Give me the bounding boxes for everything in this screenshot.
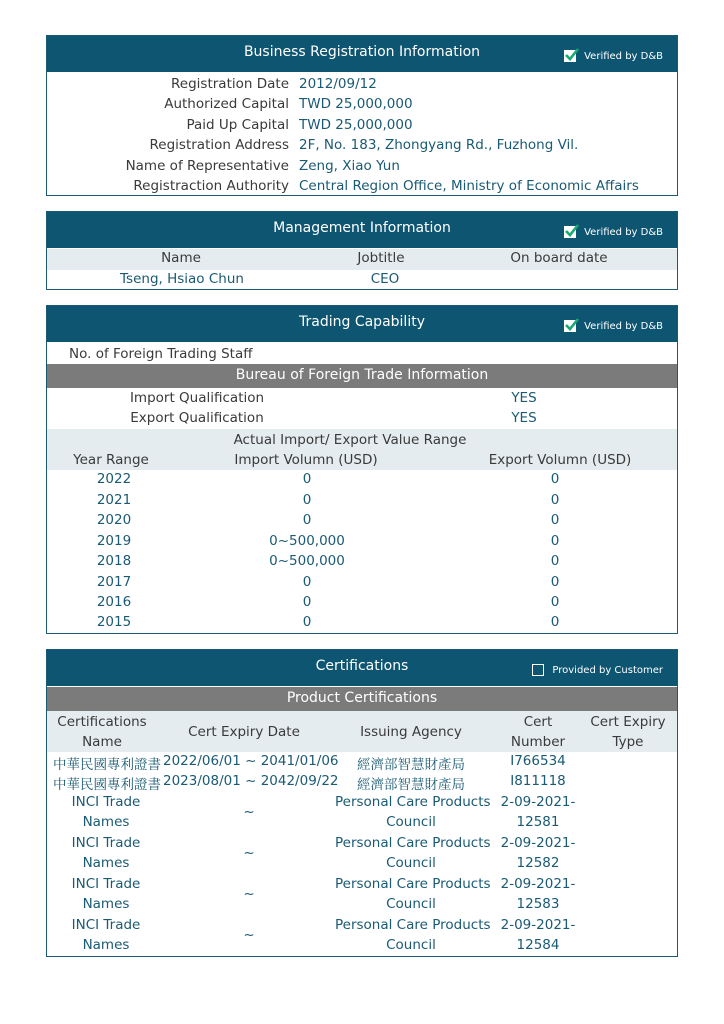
issuing-agency-cell: Personal Care Products: [335, 835, 491, 851]
representative-label: Name of Representative: [125, 158, 289, 174]
export-volume-cell: 0: [550, 574, 560, 590]
import-qualification-label: Import Qualification: [129, 390, 265, 406]
section-title: Business Registration Information: [243, 44, 481, 60]
export-volume-cell: 0: [550, 512, 560, 528]
trading-capability-header: [47, 306, 677, 342]
cert-number-cell: I766534: [510, 753, 566, 769]
registration-address-value: 2F, No. 183, Zhongyang Rd., Fuzhong Vil.: [299, 137, 579, 153]
business-registration-section: [46, 35, 678, 196]
table-header-row: [47, 249, 677, 270]
representative-value: Zeng, Xiao Yun: [299, 158, 400, 174]
badge-label: Provided by Customer: [552, 664, 663, 676]
cert-expiry-cell: ~: [243, 845, 255, 861]
authorized-capital-value: TWD 25,000,000: [299, 96, 413, 112]
column-header-year-range: Year Range: [73, 452, 149, 468]
export-volume-cell: 0: [550, 614, 560, 630]
cert-name-cell-line2: Names: [82, 855, 130, 871]
import-volume-cell: 0: [302, 471, 312, 487]
year-cell: 2019: [96, 533, 132, 549]
export-qualification-value: YES: [511, 410, 537, 426]
issuing-agency-cell: Personal Care Products: [335, 794, 491, 810]
manager-jobtitle: CEO: [370, 271, 400, 287]
issuing-agency-cell-line2: Council: [386, 855, 436, 871]
cert-number-cell: I811118: [510, 773, 566, 789]
cert-name-cell: INCI Trade: [71, 835, 141, 851]
cert-expiry-cell: ~: [243, 927, 255, 943]
verified-badge: [564, 319, 663, 333]
year-cell: 2015: [96, 614, 132, 630]
cert-expiry-cell: ~: [243, 886, 255, 902]
issuing-agency-cell-line2: Council: [386, 937, 436, 953]
checkbox-checked-icon: [564, 226, 576, 238]
import-volume-cell: 0: [302, 574, 312, 590]
column-header-onboard-date: On board date: [510, 250, 608, 266]
column-header-jobtitle: Jobtitle: [357, 250, 405, 266]
export-volume-cell: 0: [550, 492, 560, 508]
registration-authority-value: Central Region Office, Ministry of Economic Affairs: [299, 178, 639, 194]
export-qualification-label: Export Qualification: [130, 410, 264, 426]
cert-number-cell: 2-09-2021-: [500, 835, 576, 851]
verified-badge: [564, 49, 663, 63]
export-volume-cell: 0: [550, 471, 560, 487]
registration-date-label: Registration Date: [171, 76, 289, 92]
year-cell: 2018: [96, 553, 132, 569]
provided-by-customer-badge: [532, 663, 663, 677]
cert-name-cell: INCI Trade: [71, 917, 141, 933]
cert-number-cell: 2-09-2021-: [500, 917, 576, 933]
export-volume-cell: 0: [550, 594, 560, 610]
import-volume-cell: 0: [302, 614, 312, 630]
cert-expiry-cell: ~: [243, 804, 255, 820]
cert-expiry-cell: 2022/06/01 ~ 2041/01/06: [163, 753, 339, 769]
export-volume-cell: 0: [550, 553, 560, 569]
manager-name: Tseng, Hsiao Chun: [120, 271, 244, 287]
certifications-header: [47, 650, 677, 686]
checkbox-checked-icon: [564, 50, 576, 62]
product-certifications-header: [47, 687, 677, 711]
year-cell: 2022: [96, 471, 132, 487]
issuing-agency-cell: Personal Care Products: [335, 917, 491, 933]
volume-table-header: [47, 429, 677, 470]
import-volume-cell: 0~500,000: [269, 553, 345, 569]
certifications-section: [46, 649, 678, 957]
cert-number-cell-line2: 12583: [516, 896, 560, 912]
badge-label: Verified by D&B: [584, 50, 663, 62]
column-header-issuing-agency: Issuing Agency: [360, 724, 462, 740]
cert-name-cell-line2: Names: [82, 896, 130, 912]
year-cell: 2021: [96, 492, 132, 508]
management-header: [47, 212, 677, 248]
section-title: Trading Capability: [299, 314, 425, 330]
issuing-agency-cell: 經濟部智慧財產局: [357, 757, 465, 773]
cert-name-cell-line2: Names: [82, 814, 130, 830]
cert-number-cell: 2-09-2021-: [500, 794, 576, 810]
column-header-cert-expiry-date: Cert Expiry Date: [188, 724, 300, 740]
column-header-import-volume: Import Volumn (USD): [234, 452, 378, 468]
column-header-cert-name: Certifications: [57, 714, 147, 730]
paid-up-capital-label: Paid Up Capital: [186, 117, 289, 133]
year-cell: 2020: [96, 512, 132, 528]
cert-table-header: [47, 711, 677, 752]
cert-name-cell-line2: Names: [82, 937, 130, 953]
foreign-trading-staff-label: No. of Foreign Trading Staff: [69, 346, 253, 362]
bureau-header: [47, 364, 677, 388]
badge-label: Verified by D&B: [584, 226, 663, 238]
business-registration-header: [47, 36, 677, 72]
cert-name-cell: 中華民國專利證書: [53, 777, 161, 793]
column-header-cert-expiry-type: Cert Expiry: [590, 714, 666, 730]
management-section: [46, 211, 678, 290]
issuing-agency-cell: 經濟部智慧財產局: [357, 777, 465, 793]
bureau-title: Bureau of Foreign Trade Information: [235, 367, 489, 383]
authorized-capital-label: Authorized Capital: [164, 96, 289, 112]
registration-authority-label: Registraction Authority: [133, 178, 289, 194]
product-certifications-title: Product Certifications: [286, 690, 438, 706]
column-header-export-volume: Export Volumn (USD): [488, 452, 632, 468]
export-volume-cell: 0: [550, 533, 560, 549]
import-qualification-value: YES: [511, 390, 537, 406]
paid-up-capital-value: TWD 25,000,000: [299, 117, 413, 133]
section-title: Management Information: [273, 220, 451, 236]
cert-number-cell-line2: 12584: [516, 937, 560, 953]
issuing-agency-cell: Personal Care Products: [335, 876, 491, 892]
column-header-cert-expiry-type-line2: Type: [612, 734, 644, 750]
section-title: Certifications: [315, 658, 409, 674]
import-volume-cell: 0~500,000: [269, 533, 345, 549]
column-header-cert-number-line2: Number: [510, 734, 566, 750]
issuing-agency-cell-line2: Council: [386, 896, 436, 912]
cert-number-cell: 2-09-2021-: [500, 876, 576, 892]
column-header-name: Name: [161, 250, 201, 266]
column-header-cert-number: Cert: [523, 714, 553, 730]
value-range-title: Actual Import/ Export Value Range: [233, 432, 467, 448]
year-cell: 2016: [96, 594, 132, 610]
import-volume-cell: 0: [302, 594, 312, 610]
cert-number-cell-line2: 12582: [516, 855, 560, 871]
registration-address-label: Registration Address: [149, 137, 289, 153]
cert-name-cell: 中華民國專利證書: [53, 757, 161, 773]
import-volume-cell: 0: [302, 512, 312, 528]
year-cell: 2017: [96, 574, 132, 590]
import-volume-cell: 0: [302, 492, 312, 508]
registration-date-value: 2012/09/12: [299, 76, 377, 92]
checkbox-empty-icon: [532, 664, 544, 676]
cert-number-cell-line2: 12581: [516, 814, 560, 830]
trading-capability-section: [46, 305, 678, 634]
issuing-agency-cell-line2: Council: [386, 814, 436, 830]
badge-label: Verified by D&B: [584, 320, 663, 332]
cert-expiry-cell: 2023/08/01 ~ 2042/09/22: [163, 773, 339, 789]
column-header-cert-name-line2: Name: [82, 734, 122, 750]
verified-badge: [564, 225, 663, 239]
cert-name-cell: INCI Trade: [71, 876, 141, 892]
checkbox-checked-icon: [564, 320, 576, 332]
cert-name-cell: INCI Trade: [71, 794, 141, 810]
